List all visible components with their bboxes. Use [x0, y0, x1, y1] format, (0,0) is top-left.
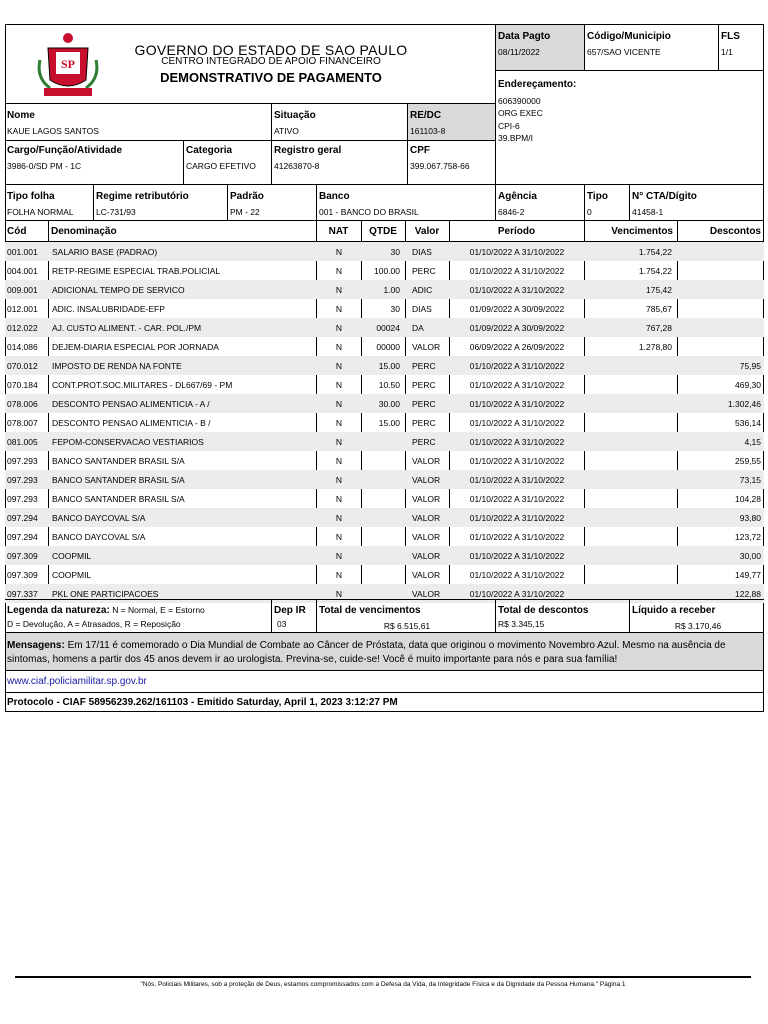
nome-value: KAUE LAGOS SANTOS [7, 126, 99, 136]
cell-per: 01/10/2022 A 31/10/2022 [469, 475, 565, 485]
cell-den: ADIC. INSALUBRIDADE-EFP [52, 304, 165, 314]
col-header-cod: Cód [7, 226, 27, 237]
cell-val: VALOR [412, 532, 441, 542]
cell-des: 123,72 [735, 532, 761, 542]
cpf-label: CPF [410, 145, 430, 156]
fls-label: FLS [721, 31, 740, 42]
cell-cod: 097.294 [7, 532, 38, 542]
cell-per: 01/10/2022 A 31/10/2022 [469, 494, 565, 504]
cell-val: PERC [412, 266, 436, 276]
cell-ven: 1.754,22 [638, 247, 672, 257]
col-header-des: Descontos [709, 226, 761, 237]
messages-text: Em 17/11 é comemorado o Dia Mundial de Combate ao Câncer de Próstata, data que originou o movimento Novembro Azul. Mesmo na ausência de sintomas, homens a partir dos 45 anos devem ir ao urologista. Previna-se, cuide-se! Você é muito importante para nós e para sua família! [7, 640, 726, 665]
table-row [5, 413, 764, 432]
cell-nat: N [335, 285, 343, 295]
cell-des: 536,14 [735, 418, 761, 428]
cell-cod: 012.022 [7, 323, 38, 333]
messages-label: Mensagens: [7, 640, 65, 651]
cell-val: DA [412, 323, 424, 333]
table-row [5, 356, 764, 375]
cell-des: 30,00 [739, 551, 761, 561]
cell-cod: 081.005 [7, 437, 38, 447]
cell-des: 73,15 [739, 475, 761, 485]
cell-per: 01/10/2022 A 31/10/2022 [469, 399, 565, 409]
rg-label: Registro geral [274, 145, 342, 156]
table-row [5, 261, 764, 280]
cell-den: PKL ONE PARTICIPACOES [52, 589, 159, 599]
cell-val: PERC [412, 399, 436, 409]
cell-val: PERC [412, 437, 436, 447]
cell-nat: N [335, 247, 343, 257]
cell-per: 01/10/2022 A 31/10/2022 [469, 532, 565, 542]
gov-title: GOVERNO DO ESTADO DE SAO PAULO [134, 42, 408, 58]
cell-cod: 014.086 [7, 342, 38, 352]
cell-nat: N [335, 532, 343, 542]
doc-title: DEMONSTRATIVO DE PAGAMENTO [160, 70, 382, 85]
enderecamento-line: 39.BPM/I [498, 133, 533, 143]
table-row [5, 318, 764, 337]
legenda-label: Legenda da natureza: [7, 605, 110, 616]
cell-cod: 078.006 [7, 399, 38, 409]
cell-nat: N [335, 399, 343, 409]
tipo-conta-label: Tipo [587, 191, 608, 202]
enderecamento-line: CPI-6 [498, 121, 520, 131]
cell-nat: N [335, 304, 343, 314]
cargo-label: Cargo/Função/Atividade [7, 145, 123, 156]
cell-den: BANCO DAYCOVAL S/A [52, 513, 146, 523]
cell-den: COOPMIL [52, 570, 92, 580]
cell-ven: 785,67 [646, 304, 672, 314]
cell-des: 1.302,46 [727, 399, 761, 409]
table-row [5, 280, 764, 299]
cell-den: FEPOM-CONSERVACAO VESTIARIOS [52, 437, 204, 447]
cell-cod: 012.001 [7, 304, 38, 314]
table-row [5, 527, 764, 546]
categoria-value: CARGO EFETIVO [186, 161, 256, 171]
cell-den: DESCONTO PENSAO ALIMENTICIA - B / [52, 418, 211, 428]
cell-ven: 767,28 [646, 323, 672, 333]
total-descontos-label: Total de descontos [498, 605, 589, 616]
nome-label: Nome [7, 110, 35, 121]
redc-label: RE/DC [410, 110, 442, 121]
cargo-value: 3986-0/SD PM - 1C [7, 161, 82, 171]
cell-cod: 097.309 [7, 570, 38, 580]
cell-qtd: 30.00 [378, 399, 400, 409]
tipo-folha-label: Tipo folha [7, 191, 55, 202]
cell-val: VALOR [412, 589, 441, 599]
cpf-value: 399.067.758-66 [410, 161, 470, 171]
cell-ven: 175,42 [646, 285, 672, 295]
cell-den: DEJEM-DIARIA ESPECIAL POR JORNADA [52, 342, 219, 352]
cell-cod: 004.001 [7, 266, 38, 276]
cell-val: VALOR [412, 494, 441, 504]
cell-qtd: 15.00 [378, 418, 400, 428]
redc-value: 161103-8 [410, 126, 446, 136]
cell-ven: 1.278,80 [638, 342, 672, 352]
situacao-label: Situação [274, 110, 316, 121]
liquido-label: Líquido a receber [632, 605, 716, 616]
cell-den: IMPOSTO DE RENDA NA FONTE [52, 361, 182, 371]
cell-ven: 1.754,22 [638, 266, 672, 276]
cell-val: PERC [412, 380, 436, 390]
table-row [5, 299, 764, 318]
cell-cod: 070.184 [7, 380, 38, 390]
cell-per: 01/10/2022 A 31/10/2022 [469, 380, 565, 390]
cell-val: VALOR [412, 570, 441, 580]
cell-val: PERC [412, 361, 436, 371]
cell-cod: 001.001 [7, 247, 38, 257]
cell-nat: N [335, 437, 343, 447]
svg-text:SP: SP [60, 57, 76, 71]
cell-cod: 070.012 [7, 361, 38, 371]
col-header-val: Valor [414, 226, 440, 237]
cell-per: 01/10/2022 A 31/10/2022 [469, 513, 565, 523]
col-header-ven: Vencimentos [611, 226, 673, 237]
table-row [5, 451, 764, 470]
col-header-qtd: QTDE [369, 226, 397, 237]
footer-motto: "Nós, Policiais Militares, sob a proteção de Deus, estamos compromissados com a Defesa da Vida, da Integridade Física e da Dignidade da Pessoa Humana." Página 1 [140, 981, 626, 988]
dep-ir-value: 03 [277, 619, 287, 629]
table-row [5, 565, 764, 584]
cell-val: VALOR [412, 342, 441, 352]
table-row [5, 242, 764, 261]
cell-nat: N [335, 266, 343, 276]
cell-den: CONT.PROT.SOC.MILITARES - DL667/69 - PM [52, 380, 233, 390]
cell-qtd: 10.50 [378, 380, 400, 390]
table-row [5, 489, 764, 508]
cell-per: 01/09/2022 A 30/09/2022 [469, 304, 565, 314]
cell-qtd: 30 [390, 247, 400, 257]
cell-per: 01/10/2022 A 31/10/2022 [469, 437, 565, 447]
table-row [5, 470, 764, 489]
cell-qtd: 00024 [376, 323, 400, 333]
padrao-label: Padrão [230, 191, 264, 202]
cell-per: 01/10/2022 A 31/10/2022 [469, 361, 565, 371]
cell-per: 01/09/2022 A 30/09/2022 [469, 323, 565, 333]
cell-den: ADICIONAL TEMPO DE SERVICO [52, 285, 185, 295]
enderecamento-line: ORG EXEC [498, 108, 543, 118]
cell-des: 259,55 [735, 456, 761, 466]
cell-val: VALOR [412, 475, 441, 485]
cell-des: 75,95 [739, 361, 761, 371]
legenda-line2: D = Devolução, A = Atrasados, R = Reposição [7, 619, 181, 629]
cell-des: 469,30 [735, 380, 761, 390]
banco-value: 001 - BANCO DO BRASIL [319, 207, 419, 217]
cell-qtd: 1.00 [383, 285, 400, 295]
data-pagto-label: Data Pagto [498, 31, 551, 42]
cell-val: VALOR [412, 513, 441, 523]
liquido-value: R$ 3.170,46 [674, 621, 722, 631]
legenda-line1: N = Normal, E = Estorno [112, 605, 205, 615]
tipo-folha-value: FOLHA NORMAL [7, 207, 74, 217]
enderecamento-line: 606390000 [498, 96, 541, 106]
table-row [5, 546, 764, 565]
regime-value: LC-731/93 [96, 207, 136, 217]
rg-value: 41263870-8 [274, 161, 320, 171]
banco-label: Banco [319, 191, 350, 202]
cell-per: 01/10/2022 A 31/10/2022 [469, 247, 565, 257]
cell-cod: 097.294 [7, 513, 38, 523]
state-coat-of-arms-logo [36, 30, 100, 100]
cell-val: PERC [412, 418, 436, 428]
cell-nat: N [335, 456, 343, 466]
categoria-label: Categoria [186, 145, 233, 156]
cell-per: 01/10/2022 A 31/10/2022 [469, 418, 565, 428]
cell-den: RETP-REGIME ESPECIAL TRAB.POLICIAL [52, 266, 221, 276]
cell-nat: N [335, 418, 343, 428]
regime-label: Regime retributório [96, 191, 189, 202]
table-row [5, 337, 764, 356]
cell-des: 122,88 [735, 589, 761, 599]
cell-des: 149,77 [735, 570, 761, 580]
total-descontos-value: R$ 3.345,15 [498, 619, 545, 629]
cell-den: BANCO SANTANDER BRASIL S/A [52, 456, 185, 466]
cell-per: 06/09/2022 A 26/09/2022 [469, 342, 565, 352]
padrao-value: PM - 22 [230, 207, 260, 217]
cell-val: DIAS [412, 304, 432, 314]
tipo-conta-value: 0 [587, 207, 592, 217]
table-row [5, 584, 764, 603]
cell-nat: N [335, 589, 343, 599]
conta-value: 41458-1 [632, 207, 664, 217]
fls-value: 1/1 [721, 47, 733, 57]
cell-nat: N [335, 475, 343, 485]
cell-per: 01/10/2022 A 31/10/2022 [469, 570, 565, 580]
cell-per: 01/10/2022 A 31/10/2022 [469, 285, 565, 295]
cell-val: DIAS [412, 247, 432, 257]
cell-val: ADIC [412, 285, 433, 295]
enderecamento-label: Endereçamento: [498, 79, 577, 90]
cell-qtd: 30 [390, 304, 400, 314]
cell-den: BANCO SANTANDER BRASIL S/A [52, 475, 185, 485]
cell-cod: 009.001 [7, 285, 38, 295]
cell-den: DESCONTO PENSAO ALIMENTICIA - A / [52, 399, 210, 409]
cell-des: 104,28 [735, 494, 761, 504]
cell-qtd: 100.00 [374, 266, 400, 276]
table-row [5, 375, 764, 394]
cell-val: VALOR [412, 551, 441, 561]
cell-per: 01/10/2022 A 31/10/2022 [469, 266, 565, 276]
cell-des: 4,15 [744, 437, 761, 447]
cell-den: BANCO DAYCOVAL S/A [52, 532, 146, 542]
table-row [5, 432, 764, 451]
cell-cod: 097.293 [7, 494, 38, 504]
cell-des: 93,80 [739, 513, 761, 523]
messages [7, 639, 759, 667]
cell-nat: N [335, 494, 343, 504]
cell-qtd: 00000 [376, 342, 400, 352]
org-title: CENTRO INTEGRADO DE APOIO FINANCEIRO [161, 56, 381, 67]
cell-nat: N [335, 342, 343, 352]
cell-nat: N [335, 323, 343, 333]
agencia-value: 6846-2 [498, 207, 525, 217]
municipio-value: 657/SAO VICENTE [587, 47, 661, 57]
col-header-per: Período [497, 226, 536, 237]
cell-per: 01/10/2022 A 31/10/2022 [469, 456, 565, 466]
cell-cod: 097.337 [7, 589, 38, 599]
cell-cod: 097.293 [7, 456, 38, 466]
cell-cod: 097.293 [7, 475, 38, 485]
agencia-label: Agência [498, 191, 537, 202]
cell-nat: N [335, 361, 343, 371]
protocolo: Protocolo - CIAF 58956239.262/161103 - Emitido Saturday, April 1, 2023 3:12:27 PM [7, 697, 398, 708]
cell-per: 01/10/2022 A 31/10/2022 [469, 551, 565, 561]
table-row [5, 508, 764, 527]
cell-den: AJ. CUSTO ALIMENT. - CAR. POL./PM [52, 323, 202, 333]
cell-val: VALOR [412, 456, 441, 466]
col-header-nat: NAT [328, 226, 349, 237]
cell-nat: N [335, 570, 343, 580]
cell-den: SALARIO BASE (PADRAO) [52, 247, 158, 257]
cell-den: COOPMIL [52, 551, 92, 561]
total-vencimentos-value: R$ 6.515,61 [383, 621, 431, 631]
cell-cod: 078.007 [7, 418, 38, 428]
total-vencimentos-label: Total de vencimentos [319, 605, 421, 616]
cell-nat: N [335, 513, 343, 523]
cell-qtd: 15.00 [378, 361, 400, 371]
col-header-den: Denominação [51, 226, 117, 237]
cell-nat: N [335, 380, 343, 390]
conta-label: N° CTA/Dígito [632, 191, 697, 202]
cell-cod: 097.309 [7, 551, 38, 561]
dep-ir-label: Dep IR [274, 605, 306, 616]
legenda [7, 605, 205, 616]
cell-den: BANCO SANTANDER BRASIL S/A [52, 494, 185, 504]
data-pagto-value: 08/11/2022 [498, 47, 540, 57]
table-row [5, 394, 764, 413]
ciaf-link[interactable]: www.ciaf.policiamilitar.sp.gov.br [7, 676, 147, 687]
cell-per: 01/10/2022 A 31/10/2022 [469, 589, 565, 599]
situacao-value: ATIVO [274, 126, 299, 136]
cell-nat: N [335, 551, 343, 561]
municipio-label: Código/Municipio [587, 31, 671, 42]
